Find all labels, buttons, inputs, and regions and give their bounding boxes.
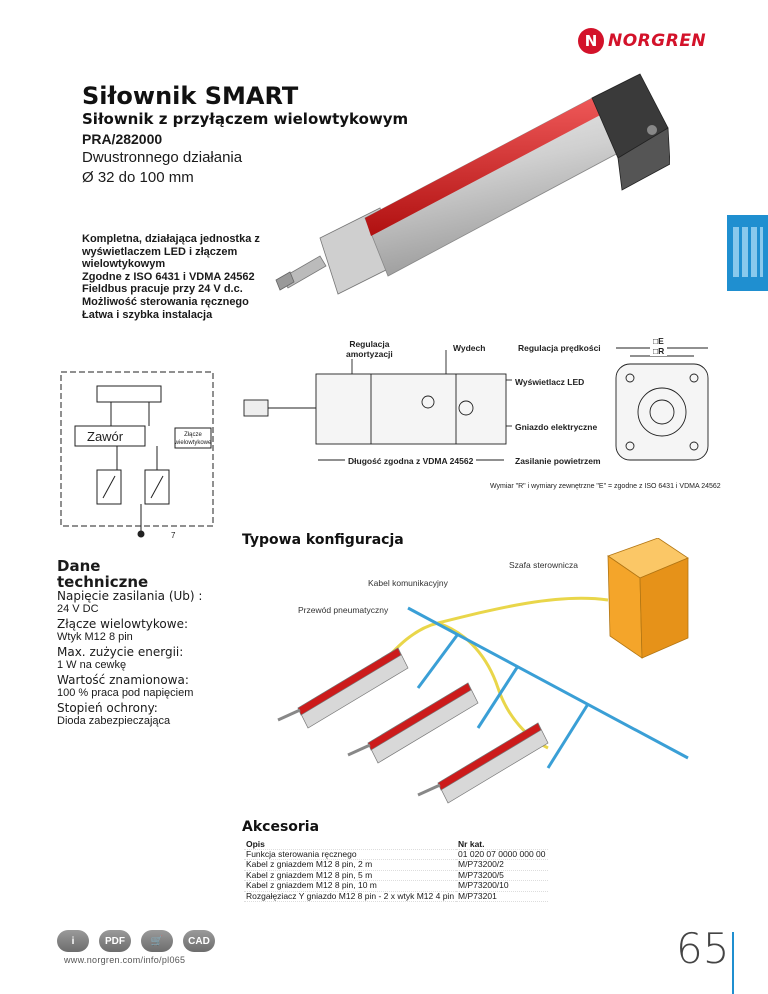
label-zasilanie-powietrzem: Zasilanie powietrzem — [512, 456, 604, 466]
config-heading: Typowa konfiguracja — [242, 532, 404, 548]
feature-item: Zgodne z ISO 6431 i VDMA 24562 — [82, 270, 255, 283]
cart-icon[interactable]: 🛒 — [141, 930, 173, 952]
label-wydech: Wydech — [450, 343, 488, 353]
feature-list — [82, 233, 260, 321]
cell-desc: Rozgałęziacz Y gniazdo M12 8 pin - 2 x wtyk M12 4 pin — [246, 890, 455, 901]
schematic-zlacze-2: wielowtykowe — [174, 440, 212, 446]
section-tab — [727, 215, 768, 291]
cylinder-product-image — [270, 68, 670, 304]
schematic-zlacze-1: Złącze — [184, 432, 202, 438]
cell-desc: Kabel z gniazdem M12 8 pin, 5 m — [244, 870, 456, 880]
dimension-r: □R — [650, 346, 667, 356]
info-icon[interactable]: i — [57, 930, 89, 952]
spec-value: 1 W na cewkę — [57, 659, 127, 671]
table-row — [244, 870, 548, 880]
accessories-table — [244, 839, 548, 902]
configuration-illustration — [258, 538, 698, 828]
feature-item: Łatwa i szybka instalacja — [82, 308, 213, 321]
label-regulacja-amortyzacji: Regulacja amortyzacji — [343, 339, 396, 359]
page-title: Siłownik SMART — [82, 82, 299, 110]
spec-value: 24 V DC — [57, 603, 99, 615]
spec-label: Napięcie zasilania (Ub) : — [57, 589, 203, 603]
page-subtitle: Siłownik z przyłączem wielowtykowym — [82, 110, 409, 128]
table-header-row — [244, 839, 548, 850]
label-przewod-pneumatyczny: Przewód pneumatyczny — [298, 605, 389, 615]
norgren-logo — [578, 28, 706, 54]
cell-code: M/P73200/5 — [456, 870, 547, 880]
cad-icon[interactable]: CAD — [183, 930, 215, 952]
footer-url[interactable]: www.norgren.com/info/pl065 — [64, 955, 186, 965]
brand-name: NORGREN — [608, 31, 707, 51]
footer-icons — [57, 930, 215, 952]
feature-item: Możliwość sterowania ręcznego — [82, 295, 249, 308]
feature-item: Fieldbus pracuje przy 24 V d.c. — [82, 283, 243, 296]
accessories-heading: Akcesoria — [242, 819, 320, 835]
tech-heading: Dane techniczne — [57, 557, 149, 591]
spec-label: Max. zużycie energii: — [57, 645, 184, 659]
feature-item: Kompletna, działająca jednostka z — [82, 233, 260, 245]
spec-value: Wtyk M12 8 pin — [57, 631, 133, 643]
label-wyswietlacz-led: Wyświetlacz LED — [512, 377, 587, 387]
table-row — [244, 860, 548, 870]
cell-code: 01 020 07 0000 000 00 — [458, 849, 546, 859]
cell-code: M/P73200/10 — [456, 881, 547, 891]
feature-item: wyświetlaczem LED i złączem — [82, 245, 238, 258]
cell-code: M/P73200/2 — [456, 860, 547, 870]
spec-label: Stopień ochrony: — [57, 701, 158, 715]
product-code: PRA/282000 — [82, 131, 163, 147]
spec-value: 100 % praca pod napięciem — [57, 687, 194, 699]
spec-label: Złącze wielowtykowe: — [57, 617, 189, 631]
label-regulacja-predkosci: Regulacja prędkości — [515, 343, 604, 353]
spec-value: Dioda zabezpieczająca — [57, 715, 171, 727]
table-row — [244, 881, 548, 891]
cell-desc: Funkcja sterowania ręcznego — [244, 850, 456, 860]
schematic-zawor: Zawór — [87, 429, 124, 444]
label-dlugosc: Długość zgodna z VDMA 24562 — [345, 456, 476, 466]
page-number: 65 — [676, 924, 730, 973]
cell-code: M/P73201 — [456, 891, 547, 901]
tech-specs — [57, 587, 227, 729]
product-bore: Ø 32 do 100 mm — [82, 169, 194, 186]
spec-label: Wartość znamionowa: — [57, 673, 189, 687]
norgren-logo-icon: N — [578, 28, 604, 54]
label-szafa-sterownicza: Szafa sterownicza — [509, 560, 578, 570]
feature-item: wielowtykowym — [82, 258, 166, 271]
cell-desc: Kabel z gniazdem M12 8 pin, 10 m — [244, 881, 456, 891]
label-kabel-komunikacyjny: Kabel komunikacyjny — [368, 578, 448, 588]
product-action: Dwustronnego działania — [82, 149, 243, 166]
table-row — [244, 850, 548, 860]
page-rule — [732, 932, 734, 994]
pdf-icon[interactable]: PDF — [99, 930, 131, 952]
column-header-desc: Opis — [244, 839, 456, 850]
dimension-note: Wymiar "R" i wymiary zewnętrzne "E" = zgodne z ISO 6431 i VDMA 24562 — [490, 483, 721, 490]
schematic-port: 7 — [171, 531, 176, 540]
cell-desc: Kabel z gniazdem M12 8 pin, 2 m — [244, 860, 456, 870]
dimension-e: □E — [650, 336, 667, 346]
table-row — [244, 891, 548, 901]
label-gniazdo-elektryczne: Gniazdo elektryczne — [512, 422, 600, 432]
pneumatic-schematic — [57, 368, 217, 540]
column-header-code: Nr kat. — [456, 839, 547, 850]
